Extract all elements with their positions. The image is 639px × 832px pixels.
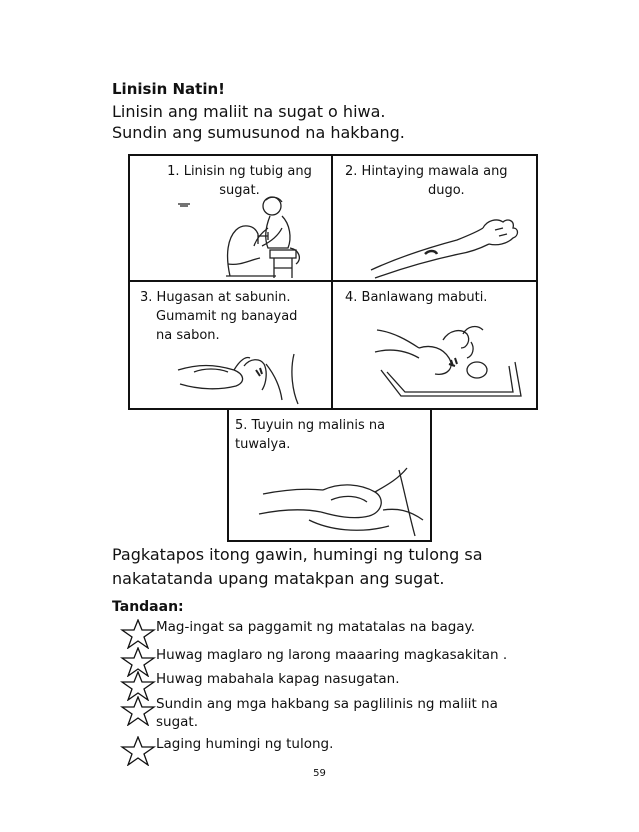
step-2-label: 2. Hintaying mawala ang dugo. [345,164,508,198]
outro-line: Pagkatapos itong gawin, humingi ng tulong sa [112,545,483,564]
reminder-text: Mag-ingat sa paggamit ng matatalas na bagay. [156,619,475,635]
step-5-label: 5. Tuyuin ng malinis na tuwalya. [235,418,386,452]
star-icon [120,619,156,649]
reminder-text: Huwag mabahala kapag nasugatan. [156,671,400,687]
star-icon [120,696,156,726]
reminder-text: Laging humingi ng tulong. [156,736,334,752]
step-4-label: 4. Banlawang mabuti. [345,290,488,305]
intro-line: Sundin ang sumusunod na hakbang. [112,123,405,142]
steps-grid [128,154,538,410]
child-washing-hands-illustration [170,194,320,280]
hands-drying-with-towel-illustration [249,464,429,540]
step-2-cell [333,156,536,282]
intro-text [112,101,405,143]
step-4-cell [333,282,536,408]
reminder-text: Sundin ang mga hakbang sa paglilinis ng maliit na sugat. [156,696,498,730]
arm-with-wound-illustration [367,214,527,280]
step-1-label: 1. Linisin ng tubig ang sugat. [167,164,312,198]
rinsing-hand-at-sink-illustration [371,318,531,406]
step-5-cell [227,410,432,542]
outro-line: nakatatanda upang matakpan ang sugat. [112,569,445,588]
step-3-label: 3. Hugasan at sabunin. Gumamit ng banayad na sabon. [140,290,298,343]
step-1-cell [130,156,333,282]
step-3-cell [130,282,333,408]
intro-line: Linisin ang maliit na sugat o hiwa. [112,102,386,121]
hands-washing-wound-illustration [174,350,324,406]
reminder-text: Huwag maglaro ng larong maaaring magkasakitan . [156,647,508,663]
section-title: Linisin Natin! [112,80,225,98]
reminders-title: Tandaan: [112,599,184,615]
star-icon [120,736,156,766]
page-number: 59 [313,768,326,779]
outro-text [112,543,483,591]
